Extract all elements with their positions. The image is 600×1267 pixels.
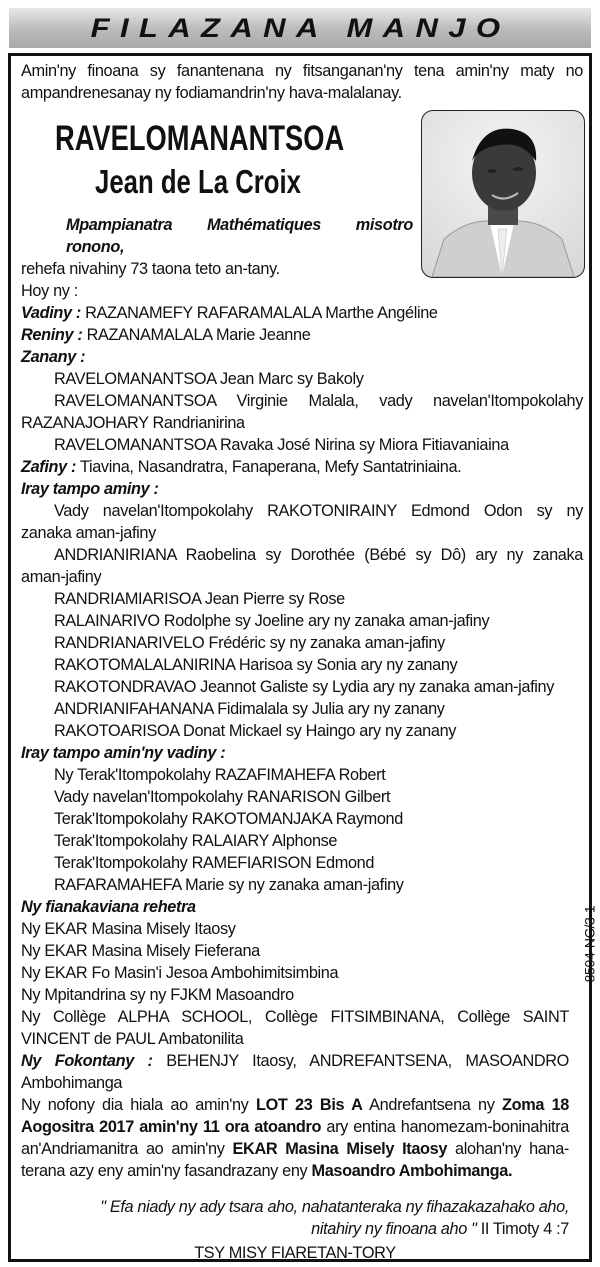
list-item: ANDRIANIRIANA Raobelina sy Dorothée (Bébé sy Dô) ary ny zanaka: [54, 546, 583, 564]
funeral-date: Zoma 18 Aogositra 2017 amin'ny 11 ora atoandro: [21, 1096, 569, 1136]
list-item: RANDRIANARIVELO Frédéric sy ny zanaka aman-jafiny: [54, 634, 445, 652]
reniny-label: Reniny :: [21, 326, 83, 344]
list-item: Vady navelan'Itompokolahy RANARISON Gilbert: [54, 788, 391, 806]
list-item: zanaka aman-jafiny: [21, 524, 156, 542]
funeral-location: LOT 23 Bis A: [255, 1096, 363, 1114]
hoy-ny: Hoy ny :: [21, 282, 78, 300]
deceased-given-name: Jean de La Croix: [95, 163, 302, 200]
fokontany-text-2: Ambohimanga: [21, 1074, 123, 1092]
list-item: Vady navelan'Itompokolahy RAKOTONIRAINY Edmond Odon sy ny: [54, 502, 583, 520]
closing-text: TSY MISY FIARETAN-TORY: [194, 1244, 396, 1262]
reniny-line: [21, 324, 583, 346]
list-item: ANDRIANIFAHANANA Fidimalala sy Julia ary ny zanany: [54, 700, 445, 718]
intro-text: Amin'ny finoana sy fanantenana ny fitsanganan'ny tena amin'ny maty no ampandrenesanay ny fodiamandrin'ny hava-malalanay.: [21, 62, 583, 102]
notice-title: FILAZANA MANJO: [90, 12, 510, 43]
funeral-text: alohan'ny hana-terana azy eny amin'ny fasandrazany eny: [21, 1140, 569, 1180]
zafiny-text: Tiavina, Nasandratra, Fanaperana, Mefy Santatriniaina.: [76, 458, 462, 476]
list-item: RAKOTOARISOA Donat Mickael sy Haingo ary ny zanany: [54, 722, 457, 740]
funeral-text: Andrefantsena ny: [362, 1096, 503, 1114]
fianakaviana-label: Ny fianakaviana rehetra: [21, 898, 196, 916]
reniny-text: RAZANAMALALA Marie Jeanne: [82, 326, 311, 344]
funeral-church: EKAR Masina Misely Itaosy: [232, 1140, 448, 1158]
vadiny-label: Vadiny :: [21, 304, 81, 322]
list-item: RAKOTONDRAVAO Jeannot Galiste sy Lydia ary ny zanaka aman-jafiny: [54, 678, 555, 696]
list-item: RAKOTOMALALANIRINA Harisoa sy Sonia ary ny zanany: [54, 656, 458, 674]
obituary-box: [8, 53, 598, 1262]
funeral-text: ary entina hanomezam-boninahitra an'Andriamanitra ao amin'ny: [21, 1118, 569, 1158]
zafiny-label: Zafiny :: [21, 458, 77, 476]
deceased-role: Mpampianatra Mathématiques misotro ronono,: [66, 216, 413, 256]
list-item: RAFARAMAHEFA Marie sy ny zanaka aman-jafiny: [54, 876, 404, 894]
quote-line-2: [21, 1218, 569, 1240]
list-item: RAVELOMANANTSOA Jean Marc sy Bakoly: [54, 370, 364, 388]
fokontany-label: Ny Fokontany :: [21, 1052, 153, 1070]
list-item: Ny Collège ALPHA SCHOOL, Collège FITSIMBINANA, Collège SAINT: [21, 1008, 569, 1026]
iray-tampo-vadiny-label: Iray tampo amin'ny vadiny :: [21, 744, 226, 762]
quote-text: nitahiry ny finoana aho ": [311, 1220, 477, 1238]
iray-tampo-label: Iray tampo aminy :: [21, 480, 159, 498]
list-item: Ny EKAR Masina Misely Fieferana: [21, 942, 260, 960]
list-item: VINCENT de PAUL Ambatonilita: [21, 1030, 244, 1048]
age-line: rehefa nivahiny 73 taona teto an-tany.: [21, 260, 280, 278]
zanany-label: Zanany :: [21, 348, 86, 366]
zafiny-line: [21, 456, 583, 478]
list-item: Terak'Itompokolahy RALAIARY Alphonse: [54, 832, 338, 850]
fokontany-text: BEHENJY Itaosy, ANDREFANTSENA, MASOANDRO: [152, 1052, 569, 1070]
list-item: RAVELOMANANTSOA Ravaka José Nirina sy Miora Fitiavaniaina: [54, 436, 509, 454]
quote-reference: II Timoty 4 :7: [476, 1220, 569, 1238]
fokontany-line: [21, 1050, 569, 1072]
quote-line-1: " Efa niady ny ady tsara aho, nahatanteraka ny fihazakazahako aho,: [100, 1198, 569, 1216]
list-item: RAVELOMANANTSOA Virginie Malala, vady navelan'Itompokolahy: [54, 392, 583, 410]
list-item: Ny Terak'Itompokolahy RAZAFIMAHEFA Robert: [54, 766, 386, 784]
vadiny-line: [21, 302, 583, 324]
vadiny-text: RAZANAMEFY RAFARAMALALA Marthe Angéline: [80, 304, 438, 322]
list-item: RALAINARIVO Rodolphe sy Joeline ary ny zanaka aman-jafiny: [54, 612, 490, 630]
funeral-text: Ny nofony dia hiala ao amin'ny: [21, 1096, 256, 1114]
list-item: Terak'Itompokolahy RAKOTOMANJAKA Raymond: [54, 810, 403, 828]
list-item: Ny Mpitandrina sy ny FJKM Masoandro: [21, 986, 294, 1004]
notice-header: [9, 8, 591, 48]
funeral-details: [21, 1094, 569, 1182]
list-item: Ny EKAR Fo Masin'i Jesoa Ambohimitsimbina: [21, 964, 339, 982]
obituary-content: [21, 60, 583, 1264]
ad-code: 8504-NC/3-1: [581, 905, 598, 983]
list-item: aman-jafiny: [21, 568, 102, 586]
list-item: RAZANAJOHARY Randrianirina: [21, 414, 245, 432]
funeral-burial: Masoandro Ambohimanga.: [311, 1162, 513, 1180]
list-item: RANDRIAMIARISOA Jean Pierre sy Rose: [54, 590, 345, 608]
list-item: Ny EKAR Masina Misely Itaosy: [21, 920, 236, 938]
deceased-surname: RAVELOMANANTSOA: [55, 119, 345, 158]
list-item: Terak'Itompokolahy RAMEFIARISON Edmond: [54, 854, 375, 872]
